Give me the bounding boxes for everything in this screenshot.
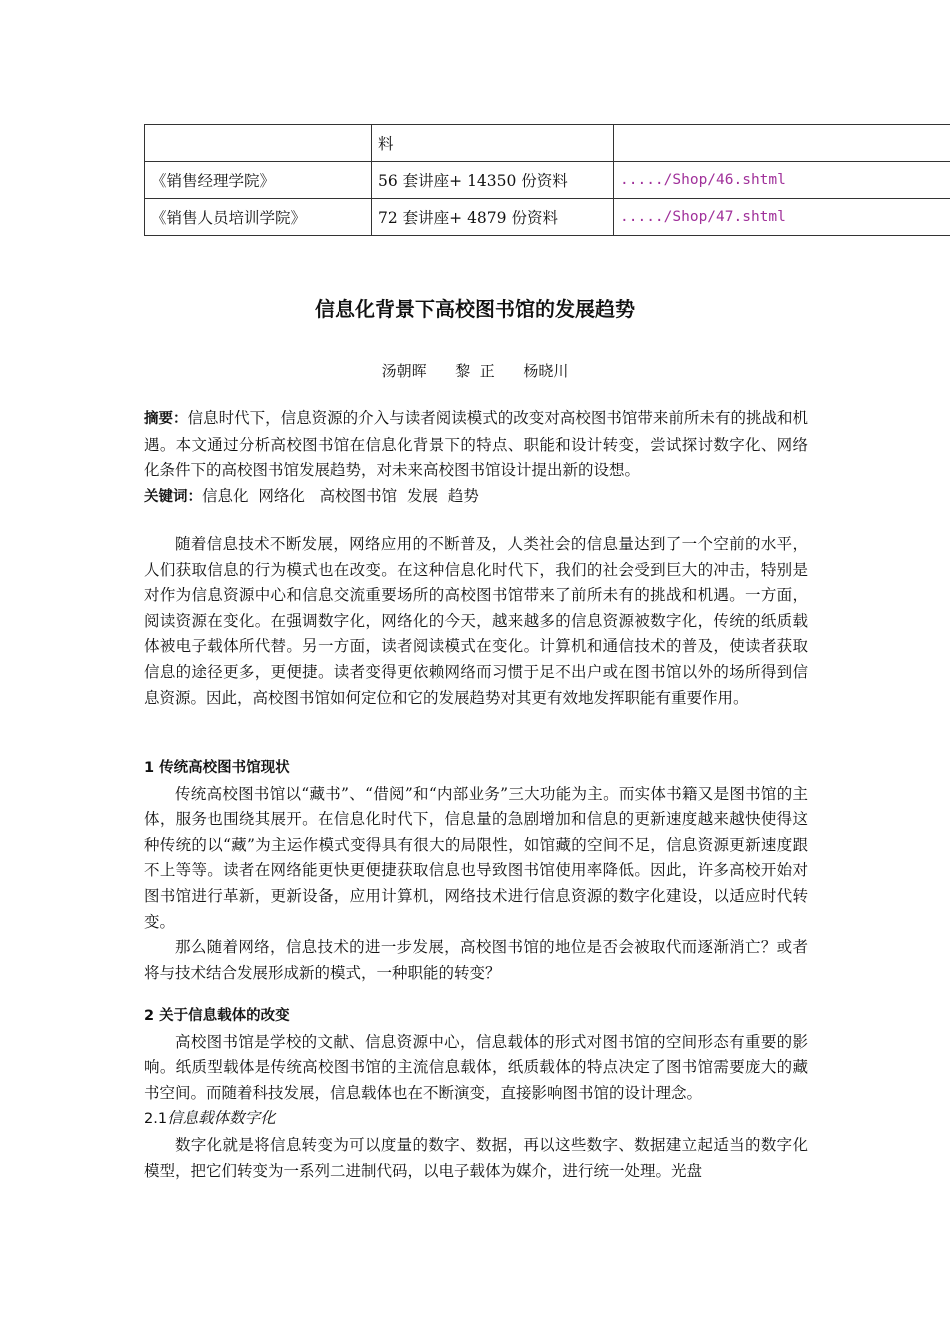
intro-block [144, 532, 808, 711]
table-cell-name: 《销售经理学院》 [145, 162, 372, 199]
article-title: 信息化背景下高校图书馆的发展趋势 [315, 297, 635, 321]
abstract-label: 摘要： [144, 411, 188, 427]
abstract-block [144, 406, 808, 510]
subsection-heading [144, 1106, 808, 1133]
paragraph: 那么随着网络，信息技术的进一步发展，高校图书馆的地位是否会被取代而逐渐消亡？或者将与技术结合发展形成新的模式，一种职能的转变？ [144, 938, 808, 982]
table-cell-name [145, 125, 372, 162]
intro-paragraph: 随着信息技术不断发展，网络应用的不断普及，人类社会的信息量达到了一个空前的水平，人们获取信息的行为模式也在改变。在这种信息化时代下，我们的社会受到巨大的冲击，特别是对作为信息资源中心和信息交流重要场所的高校图书馆带来了前所未有的挑战和机遇。一方面，阅读资源在变化。在强调数字化，网络化的今天，越来越多的信息资源被数字化，传统的纸质载体被电子载体所代替。另一方面，读者阅读模式在变化。计算机和通信技术的普及，使读者获取信息的途径更多，更便捷。读者变得更依赖网络而习惯于足不出户或在图书馆以外的场所得到信息资源。因此，高校图书馆如何定位和它的发展趋势对其更有效地发挥职能有重要作用。 [144, 535, 808, 707]
subsection-title: 信息载体数字化 [167, 1109, 276, 1128]
table-cell-name: 《销售人员培训学院》 [145, 199, 372, 236]
resource-table [144, 124, 950, 236]
section-heading: 2 关于信息载体的改变 [144, 1008, 290, 1024]
paragraph: 高校图书馆是学校的文献、信息资源中心，信息载体的形式对图书馆的空间形态有重要的影响。纸质型载体是传统高校图书馆的主流信息载体，纸质载体的特点决定了图书馆需要庞大的藏书空间。而随着科技发展，信息载体也在不断演变，直接影响图书馆的设计理念。 [144, 1032, 808, 1102]
section-2 [144, 1004, 808, 1184]
section-heading: 1 传统高校图书馆现状 [144, 760, 290, 776]
table-cell-link[interactable]: ...../Shop/46.shtml [614, 162, 950, 199]
table-row [145, 125, 950, 162]
table-cell-content: 72 套讲座+ 4879 份资料 [372, 199, 614, 236]
article-authors: 汤朝晖 黎 正 杨晓川 [381, 362, 569, 380]
abstract [144, 406, 808, 484]
table-cell-link[interactable]: ...../Shop/47.shtml [614, 199, 950, 236]
table-cell-content: 料 [372, 125, 614, 162]
table-row [145, 162, 950, 199]
abstract-text: 信息时代下，信息资源的介入与读者阅读模式的改变对高校图书馆带来前所未有的挑战和机遇。本文通过分析高校图书馆在信息化背景下的特点、职能和设计转变，尝试探讨数字化、网络化条件下的高校图书馆发展趋势，对未来高校图书馆设计提出新的设想。 [144, 409, 808, 480]
keywords-label: 关键词： [144, 488, 202, 505]
keywords [144, 484, 808, 511]
subsection-number: 2.1 [144, 1111, 168, 1128]
paragraph: 传统高校图书馆以“藏书”、“借阅”和“内部业务”三大功能为主。而实体书籍又是图书馆的主体，服务也围绕其展开。在信息化时代下，信息量的急剧增加和信息的更新速度越来越快使得这种传统的以“藏”为主运作模式变得具有很大的局限性，如馆藏的空间不足，信息资源更新速度跟不上等等。读者在网络能更快更便捷获取信息也导致图书馆使用率降低。因此，许多高校开始对图书馆进行革新，更新设备，应用计算机，网络技术进行信息资源的数字化建设，以适应时代转变。 [144, 784, 808, 931]
paragraph: 数字化就是将信息转变为可以度量的数字、数据，再以这些数字、数据建立起适当的数字化模型，把它们转变为一系列二进制代码，以电子载体为媒介，进行统一处理。光盘 [144, 1135, 808, 1180]
table-cell-link [614, 125, 950, 162]
section-1 [144, 756, 808, 986]
table-row [145, 199, 950, 236]
keywords-text: 信息化 网络化 高校图书馆 发展 趋势 [202, 486, 479, 505]
table-cell-content: 56 套讲座+ 14350 份资料 [372, 162, 614, 199]
